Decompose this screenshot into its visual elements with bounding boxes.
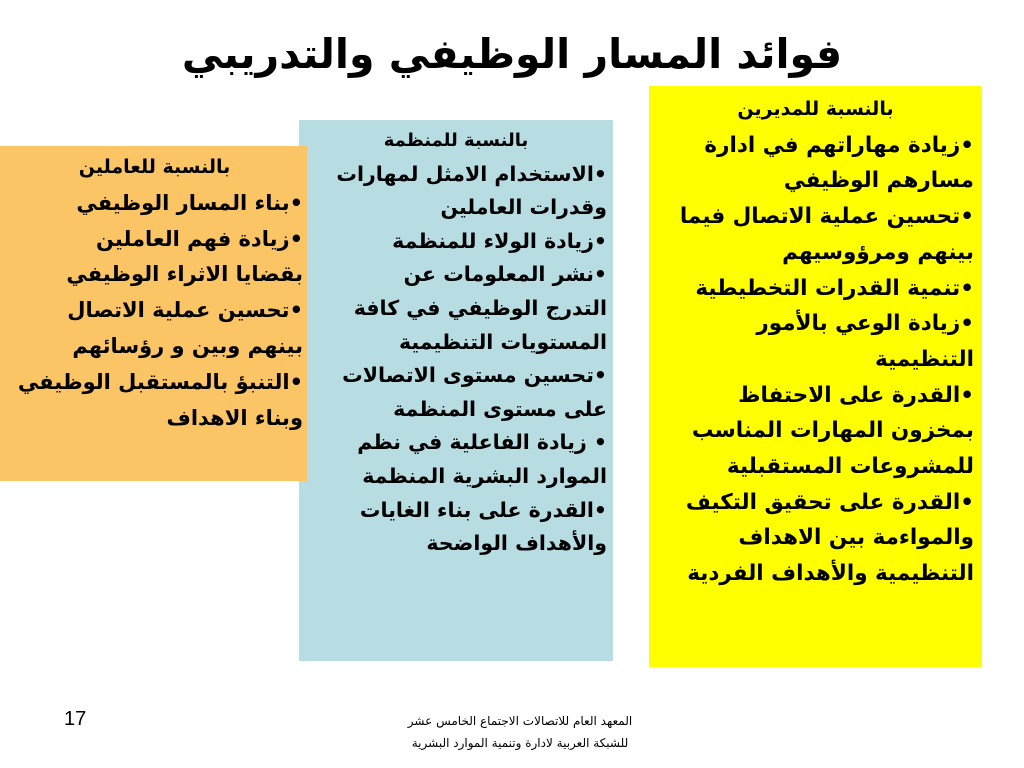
managers-line: •تنمية القدرات التخطيطية	[695, 275, 974, 301]
organization-line: المستويات التنظيمية	[398, 329, 607, 354]
workers-line: •بناء المسار الوظيفي	[76, 190, 303, 215]
managers-line: والمواءمة بين الاهداف	[738, 525, 974, 551]
footer-line: المعهد العام للاتصالات الاجتماع الخامس عشر	[407, 714, 633, 728]
organization-line: الموارد البشرية المنظمة	[362, 463, 607, 488]
workers-line: •تحسين عملية الاتصال	[67, 298, 303, 323]
managers-benefits-box	[649, 86, 982, 667]
organization-line: والأهداف الواضحة	[426, 531, 607, 556]
managers-line: بينهم ومرؤوسيهم	[782, 239, 974, 265]
slide-footer	[320, 710, 720, 754]
workers-line: بينهم وبين و رؤسائهم	[72, 333, 303, 358]
workers-line: بقضايا الاثراء الوظيفي	[66, 262, 303, 287]
managers-line: •القدرة على تحقيق التكيف	[685, 489, 974, 515]
managers-line: •تحسين عملية الاتصال فيما	[679, 204, 974, 230]
organization-line: •القدرة على بناء الغايات	[359, 497, 607, 522]
organization-line: التدرج الوظيفي في كافة	[353, 295, 607, 320]
organization-heading: بالنسبة للمنظمة	[383, 130, 529, 151]
organization-line: •تحسين مستوى الاتصالات	[342, 363, 607, 388]
managers-line: بمخزون المهارات المناسب	[691, 418, 974, 444]
workers-line: •التنبؤ بالمستقبل الوظيفي	[17, 369, 303, 394]
managers-heading: بالنسبة للمديرين	[737, 98, 894, 120]
managers-line: التنظيمية والأهداف الفردية	[687, 561, 974, 587]
organization-line: •نشر المعلومات عن	[403, 262, 607, 287]
organization-line: على مستوى المنظمة	[393, 396, 607, 421]
workers-heading: بالنسبة للعاملين	[78, 156, 231, 178]
workers-line: وبناء الاهداف	[166, 405, 303, 430]
workers-benefits-box	[0, 146, 307, 481]
organization-line: •زيادة الولاء للمنظمة	[392, 228, 607, 253]
managers-line: للمشروعات المستقبلية	[726, 454, 974, 480]
managers-line: التنظيمية	[875, 346, 974, 372]
managers-line: •القدرة على الاحتفاظ	[738, 382, 974, 408]
organization-line: •الاستخدام الامثل لمهارات	[336, 161, 607, 186]
organization-line: • زيادة الفاعلية في نظم	[357, 430, 607, 455]
organization-benefits-box	[299, 120, 613, 661]
managers-line: •زيادة الوعي بالأمور	[756, 311, 974, 337]
page-number: 17	[64, 708, 87, 730]
managers-line: مسارهم الوظيفي	[783, 168, 974, 194]
organization-line: وقدرات العاملين	[440, 195, 607, 220]
footer-line: للشبكة العربية لادارة وتنمية الموارد البشرية	[411, 736, 629, 750]
slide-title: فوائد المسار الوظيفي والتدريبي	[181, 30, 843, 78]
workers-line: •زيادة فهم العاملين	[95, 226, 303, 251]
managers-line: •زيادة مهاراتهم في ادارة	[704, 132, 974, 158]
